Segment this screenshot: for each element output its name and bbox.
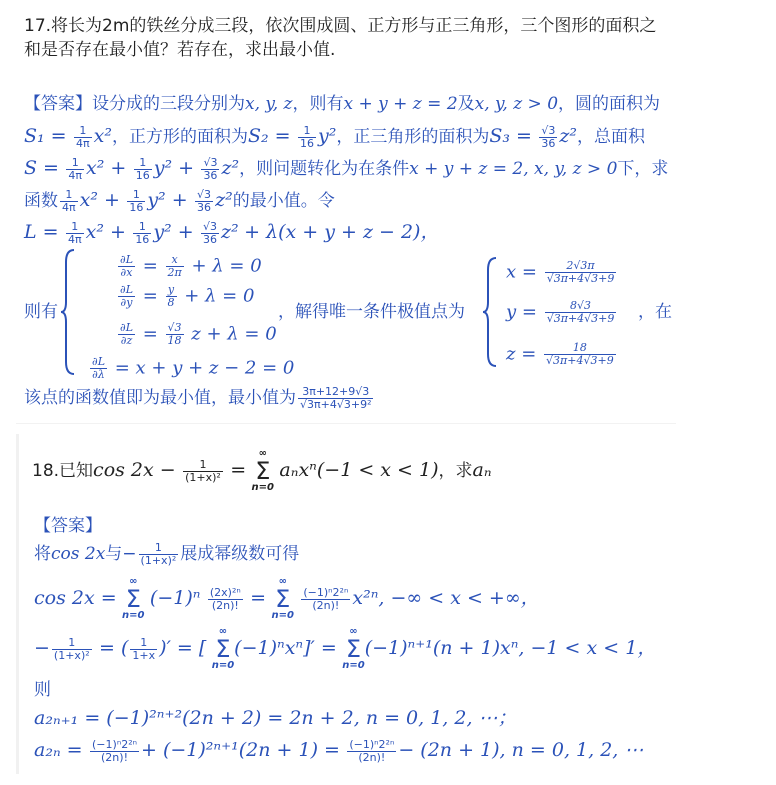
fraction: $\frac{8√3}{√3\pi+4√3+9}$ — [546, 299, 615, 325]
answer-line-1 — [24, 88, 660, 120]
fraction: $\frac{√3}{36}$ — [203, 219, 218, 246]
sum-symbol: ∞ Σ n=0 — [271, 576, 294, 621]
solve-text: ，解得唯一条件极值点为 — [278, 302, 465, 322]
math-term: x² + — [86, 157, 127, 179]
fraction: $\frac{1}{1+x}$ — [132, 635, 156, 662]
zeyou-label: 则有 — [24, 302, 58, 322]
answer-text: 函数 — [24, 191, 58, 211]
math-term: = ( — [99, 637, 129, 659]
cos-expansion — [34, 576, 540, 622]
math-term: z² — [215, 189, 233, 211]
l-label: L = — [24, 221, 59, 243]
math-term: )′ = [ — [159, 637, 207, 659]
system-2-row: z = $\frac{18}{√3\pi+4√3+9}$ — [506, 341, 614, 367]
fraction: $\frac{1}{4\pi}$ — [68, 155, 83, 182]
ze-label: 则 — [34, 680, 51, 700]
answer-text: 设分成的三段分别为 — [92, 94, 245, 114]
math-term: y² + — [153, 157, 195, 179]
math-term: − (2n + 1), n = 0, 1, 2, ⋯ — [398, 739, 644, 761]
answer-line-3 — [24, 152, 668, 185]
math-term: cos 2x − — [93, 459, 176, 481]
answer-text: 下，求 — [617, 159, 669, 179]
math-term: x² + — [79, 189, 120, 211]
math-term: cos 2x — [51, 544, 106, 564]
math-term: z² — [221, 221, 239, 243]
fraction: $\frac{18}{√3\pi+4√3+9}$ — [546, 341, 614, 367]
problem-18-question — [32, 448, 492, 494]
math-term: + (−1)²ⁿ⁺¹(2n + 1) = — [141, 739, 340, 761]
answer-label: 【答案】 — [34, 516, 102, 536]
problem-number: 18. — [32, 461, 60, 481]
answer-line-2 — [24, 120, 645, 153]
system-2-row: y = $\frac{8√3}{√3\pi+4√3+9}$ — [506, 299, 615, 325]
answer-text: ，总面积 — [576, 127, 645, 147]
fraction: $\frac{√3}{36}$ — [541, 123, 556, 150]
system-1-row: $\frac{\partial L}{\partial x}$ = $\frac{x}{2\pi}$ + λ = 0 — [120, 253, 262, 279]
fraction: $\frac{√3}{36}$ — [197, 187, 212, 214]
fraction: $\frac{\partial L}{\partial y}$ — [120, 283, 133, 309]
answer-line-5 — [24, 216, 439, 249]
math-cond: x, y, z > 0 — [474, 94, 559, 114]
s3-label: S₃ = — [489, 125, 532, 147]
math-term: (−1)ⁿ — [149, 587, 201, 609]
math-eq: x + y + z = 2 — [343, 94, 458, 114]
math-term: x²ⁿ, −∞ < x < +∞， — [352, 587, 540, 609]
fraction: $\frac{y}{8}$ — [167, 283, 175, 309]
math-term: (−1)ⁿ⁺¹(n + 1)xⁿ, −1 < x < 1， — [364, 637, 657, 659]
answer-label: 【答案】 — [24, 94, 92, 114]
fraction: $\frac{1}{\text{(1+x)²}}$ — [140, 540, 177, 567]
math-term: = — [250, 587, 267, 609]
math-term: a₂ₙ = — [34, 739, 83, 761]
fraction: $\frac{\partial L}{\partial\lambda}$ — [92, 355, 105, 381]
problem-17-question — [24, 14, 674, 62]
a-even — [34, 732, 643, 769]
math-term: z² — [559, 125, 577, 147]
sum-symbol: ∞ Σ n=0 — [211, 626, 235, 671]
problem-number: 17. — [24, 16, 52, 36]
question-line-2: 和是否存在最小值？若存在，求出最小值. — [24, 40, 336, 60]
zai-label: ，在 — [638, 302, 672, 322]
fraction: $\frac{3\pi+12+9√3}{\text{√3π+4√3+9²}}$ — [300, 384, 372, 411]
answer-line-1: 将cos 2x与− $\frac{1}{\text{(1+x)²}}$ 展成幂级数可得 — [34, 540, 300, 567]
fraction: $\frac{√3}{18}$ — [167, 321, 182, 347]
answer-text: ，正方形的面积为 — [111, 127, 248, 147]
fraction: $\frac{√3}{36}$ — [203, 155, 218, 182]
system-1-row: $\frac{\partial L}{\partial y}$ = $\frac{y}{8}$ + λ = 0 — [120, 283, 255, 309]
fraction: $\frac{1}{16}$ — [299, 123, 314, 150]
math-term: (−1)ⁿxⁿ]′ = — [234, 637, 337, 659]
answer-text: ，正三角形的面积为 — [336, 127, 490, 147]
neg-expansion — [34, 626, 656, 672]
answer-line-4 — [24, 184, 335, 217]
answer-text: 及 — [457, 94, 475, 114]
math-term: y² + — [153, 221, 194, 243]
sum-symbol: ∞ Σ n=0 — [251, 448, 275, 493]
sum-symbol: ∞ Σ n=0 — [122, 576, 145, 621]
s2-label: S₂ = — [247, 125, 291, 147]
answer-text: 的最小值。令 — [232, 191, 335, 211]
divider — [16, 423, 676, 424]
fraction: $\frac{\text{(−1)ⁿ2²ⁿ}}{(2n)!}$ — [303, 585, 349, 612]
fraction: $\frac{1}{\text{(1+x)²}}$ — [53, 635, 90, 662]
fraction: $\frac{x}{2\pi}$ — [167, 253, 182, 279]
math-term: − — [34, 637, 50, 659]
system-2-row: x = $\frac{2√3\pi}{√3\pi+4√3+9}$ — [506, 259, 615, 285]
answer-text: ，则问题转化为在条件 — [239, 159, 410, 179]
math-term: cos 2x = — [34, 587, 117, 609]
system-1-row: $\frac{\partial L}{\partial\lambda}$ = x + y + z − 2 = 0 — [92, 355, 295, 381]
sum-symbol: ∞ Σ n=0 — [342, 626, 365, 671]
math-term: x² — [93, 125, 112, 147]
math-term: z² — [221, 157, 240, 179]
math-term: y² — [317, 125, 337, 147]
problem-17 — [16, 12, 676, 417]
fraction: $\frac{1}{16}$ — [135, 155, 150, 182]
fraction: $\frac{1}{4\pi}$ — [62, 187, 76, 214]
answer-text: ，则有 — [292, 94, 344, 114]
math-term: a₂ₙ₊₁ = (−1)²ⁿ⁺²(2n + 2) = 2n + 2, n = 0, 1, 2, ⋯； — [34, 707, 517, 729]
fraction: $\frac{\text{(2x)²ⁿ}}{(2n)!}$ — [209, 585, 241, 612]
math-term: y² + — [147, 189, 188, 211]
left-brace-1 — [60, 248, 78, 376]
fraction: $\frac{1}{4\pi}$ — [67, 219, 82, 246]
fraction: $\frac{1}{4\pi}$ — [76, 123, 90, 150]
s1-label: S₁ = — [24, 125, 67, 147]
math-vars: x, y, z — [245, 94, 293, 114]
math-term: + λ(x + y + z − 2)， — [244, 221, 440, 243]
answer-final: 该点的函数值即为最小值，最小值为 $\frac{3\pi+12+9√3}{\text{√3π+4√3+9²}}$ — [24, 384, 372, 411]
math-term: aₙxⁿ(−1 < x < 1) — [279, 459, 439, 481]
math-cond: x + y + z = 2, x, y, z > 0 — [409, 159, 618, 179]
question-text: ，求 — [438, 461, 473, 481]
math-term: = — [230, 459, 247, 481]
fraction: $\frac{\text{(−1)ⁿ2²ⁿ}}{(2n)!}$ — [92, 737, 137, 764]
fraction: $\frac{1}{16}$ — [129, 187, 144, 214]
a-odd — [34, 702, 517, 735]
s-label: S = — [24, 157, 59, 179]
fraction: $\frac{1}{16}$ — [135, 219, 150, 246]
fraction: $\frac{\partial L}{\partial x}$ — [120, 253, 133, 279]
left-brace-2 — [482, 256, 500, 368]
fraction: $\frac{\text{(−1)ⁿ2²ⁿ}}{(2n)!}$ — [349, 737, 395, 764]
fraction: $\frac{\partial L}{\partial z}$ — [120, 321, 133, 347]
fraction: $\frac{2√3\pi}{√3\pi+4√3+9}$ — [546, 259, 615, 285]
question-line-1: 将长为2m的铁丝分成三段，依次围成圆、正方形与正三角形，三个图形的面积之 — [51, 16, 657, 36]
fraction: $\frac{1}{\text{(1+x)²}}$ — [185, 457, 221, 484]
problem-18 — [16, 434, 676, 779]
system-1-row: $\frac{\partial L}{\partial z}$ = $\frac{√3}{18}$ z + λ = 0 — [120, 321, 277, 347]
math-term: aₙ — [472, 459, 492, 481]
question-text: 已知 — [59, 461, 94, 481]
math-term: x² + — [85, 221, 126, 243]
answer-text: ，圆的面积为 — [558, 94, 661, 114]
